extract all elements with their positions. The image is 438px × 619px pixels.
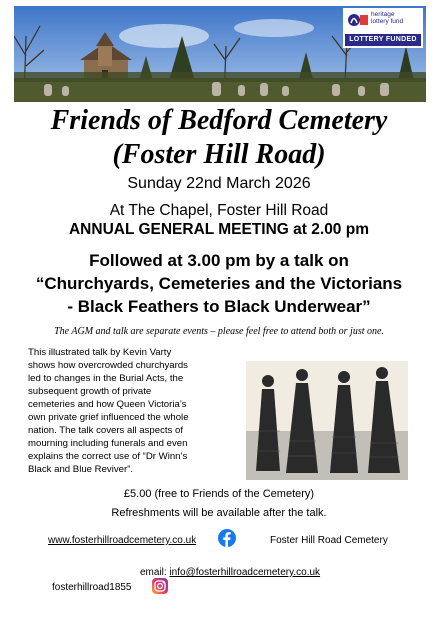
talk-description: This illustrated talk by Kevin Varty shows how overcrowded churchyards led to changes in the Burial Acts, the subsequent growth of private cemeteries and how Queen Victoria’s own private grief influenced the whole nation. The talk covers all aspects of mourning including funerals and even explains the correct use of “Dr Winn’s Black and Blue Reviver”. [28,347,189,475]
refreshments-note: Refreshments will be available after the talk. [111,507,327,519]
talk-title-line1: “Churchyards, Cemeteries and the Victorians [35,274,403,293]
lottery-crossed-fingers-icon [347,12,369,30]
talk-title-line2: - Black Feathers to Black Underwear” [67,297,371,316]
lottery-text: heritage lottery fund [371,11,404,25]
facebook-icon[interactable] [218,529,236,547]
heritage-lottery-fund-logo [343,8,423,48]
email-link[interactable]: info@fosterhillroadcemetery.co.uk [169,567,321,578]
agm-heading: ANNUAL GENERAL MEETING at 2.00 pm [68,221,369,238]
victorian-mourning-dress-illustration [246,361,408,480]
event-venue: At The Chapel, Foster Hill Road [109,202,329,219]
talk-intro: Followed at 3.00 pm by a talk on [89,251,349,270]
events-note: The AGM and talk are separate events – please feel free to attend both or just one. [54,326,384,337]
website-link[interactable]: www.fosterhillroadcemetery.co.uk [48,535,197,546]
page-title: Friends of Bedford Cemetery [50,105,388,136]
instagram-icon[interactable] [152,578,168,594]
instagram-handle: fosterhillroad1855 [52,582,132,593]
page-subtitle: (Foster Hill Road) [112,139,326,170]
facebook-page-name: Foster Hill Road Cemetery [270,535,388,546]
ticket-price: £5.00 (free to Friends of the Cemetery) [123,488,315,500]
email-label: email: [140,567,170,578]
event-date: Sunday 22nd March 2026 [127,175,311,192]
lottery-funded-bar: LOTTERY FUNDED [345,34,421,46]
email-line [140,567,320,578]
